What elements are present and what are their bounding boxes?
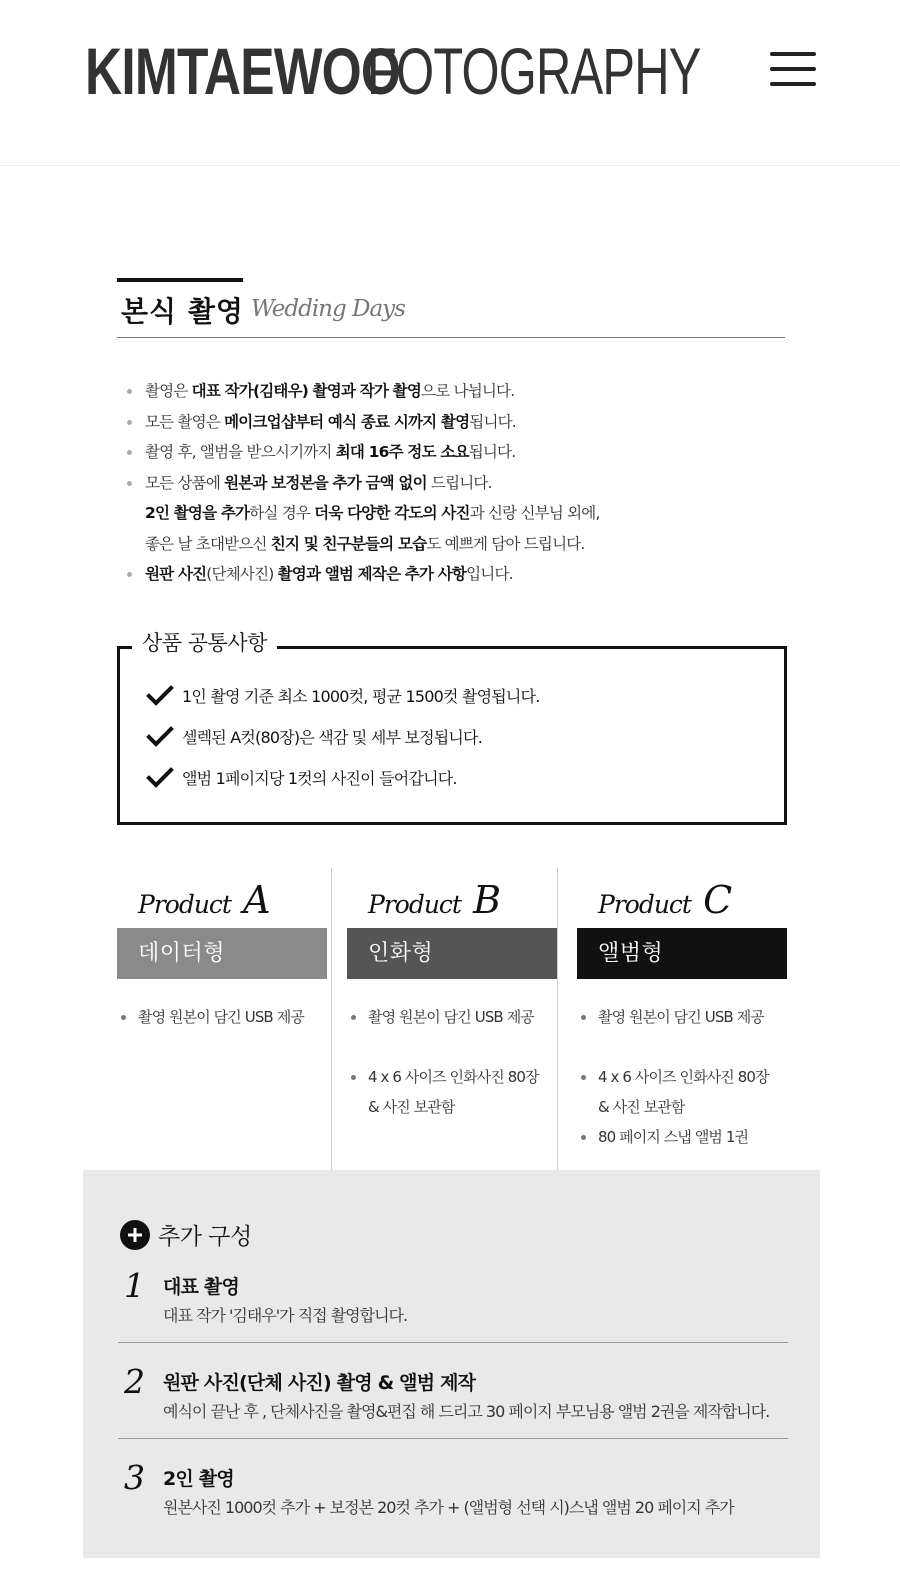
- common-terms-title: 상품 공통사항: [132, 627, 277, 657]
- note-emphasis: 원판 사진: [145, 565, 207, 583]
- product-feature: 80 페이지 스냅 앨범 1권: [577, 1122, 769, 1152]
- option-title: 원판 사진(단체 사진) 촬영 & 앨범 제작: [163, 1372, 476, 1394]
- note-emphasis: 대표 작가(김태우) 촬영과 작가 촬영: [191, 382, 422, 400]
- note-text: 하실 경우: [249, 504, 315, 522]
- product-letter: C: [690, 878, 733, 922]
- plus-circle-icon: [120, 1220, 150, 1250]
- product-type-band[interactable]: 데이터형: [117, 928, 327, 979]
- product-features: [347, 1002, 539, 1122]
- extra-options-panel: [83, 1170, 820, 1558]
- product-letter: B: [460, 878, 501, 922]
- note-text: 좋은 날 초대받으신: [145, 534, 271, 553]
- common-term-item: [146, 675, 540, 716]
- extra-options-title: 추가 구성: [158, 1224, 252, 1250]
- note-text: 모든 촬영은: [145, 412, 225, 431]
- option-description: 원본사진 1000컷 추가 + 보정본 20컷 추가 + (앨범형 선택 시)스냅 앨범 20 페이지 추가: [163, 1498, 734, 1517]
- product-features: [117, 1002, 304, 1032]
- product-label: [138, 878, 271, 922]
- product-type-band[interactable]: 인화형: [347, 928, 557, 979]
- note-text: 입니다.: [466, 565, 513, 583]
- option-divider: [118, 1438, 788, 1439]
- site-header: [0, 0, 900, 166]
- checkmark-icon: [146, 725, 174, 749]
- common-term-text: 1인 촬영 기준 최소 1000컷, 평균 1500컷 촬영됩니다.: [182, 687, 540, 706]
- section-title-english: Wedding Days: [251, 296, 405, 322]
- note-emphasis: 2인 촬영을 추가: [145, 504, 250, 522]
- note-emphasis: 친지 및 친구분들의 모습: [270, 534, 427, 553]
- product-label: [598, 878, 732, 922]
- product-feature: 4 x 6 사이즈 인화사진 80장: [347, 1062, 539, 1092]
- checkmark-icon: [146, 684, 174, 708]
- extra-options-heading: [120, 1218, 252, 1251]
- note-item: [124, 559, 784, 590]
- product-divider: [557, 868, 558, 1170]
- note-text: 도 예쁘게 담아 드립니다.: [426, 534, 585, 553]
- product-comparison: [117, 868, 787, 1170]
- note-text: 과 신랑 신부님 외에,: [469, 504, 600, 522]
- title-accent-bar: [117, 278, 243, 282]
- product-word: Product: [368, 890, 461, 919]
- logo-bold-text: KIMTAEWOO: [85, 34, 401, 108]
- option-title: 대표 촬영: [163, 1276, 240, 1298]
- product-card-c: [577, 868, 787, 1170]
- option-divider: [118, 1342, 788, 1343]
- product-features: [577, 1002, 769, 1152]
- note-text: 으로 나뉩니다.: [421, 382, 515, 400]
- product-label: [368, 878, 501, 922]
- option-number: 2: [124, 1362, 145, 1401]
- product-divider: [331, 868, 332, 1170]
- note-text: 모든 상품에: [145, 473, 225, 492]
- note-item: [124, 529, 784, 560]
- note-emphasis: 메이크업샵부터 예식 종료 시까지 촬영: [224, 412, 470, 431]
- note-text: 촬영은: [145, 382, 192, 400]
- option-description: 예식이 끝난 후 , 단체사진을 촬영&편집 해 드리고 30 페이지 부모님용 앨범 2권을 제작합니다.: [163, 1402, 770, 1421]
- hamburger-menu-icon[interactable]: [770, 52, 818, 90]
- product-feature: 4 x 6 사이즈 인화사진 80장: [577, 1062, 769, 1092]
- note-text: 됩니다.: [469, 412, 516, 431]
- note-text: 촬영 후, 앨범을 받으시기까지: [145, 443, 336, 461]
- product-letter: A: [230, 878, 271, 922]
- note-text: 됩니다.: [468, 443, 516, 461]
- option-number: 1: [124, 1266, 145, 1305]
- site-logo[interactable]: [85, 34, 701, 108]
- option-number: 3: [124, 1458, 145, 1497]
- option-description: 대표 작가 '김태우'가 직접 촬영합니다.: [163, 1306, 408, 1325]
- product-word: Product: [598, 890, 691, 919]
- note-text: 드립니다.: [426, 473, 492, 492]
- note-text: (단체사진): [206, 565, 278, 583]
- product-card-a: [117, 868, 327, 1170]
- common-terms-list: [146, 675, 540, 798]
- note-emphasis: 원본과 보정본을 추가 금액 없이: [224, 473, 427, 492]
- common-term-item: [146, 716, 540, 757]
- product-feature: & 사진 보관함: [598, 1098, 685, 1116]
- checkmark-icon: [146, 766, 174, 790]
- note-item: [124, 376, 784, 407]
- note-item: [124, 468, 784, 499]
- product-type-band[interactable]: 앨범형: [577, 928, 787, 979]
- product-card-b: [347, 868, 557, 1170]
- common-terms-box: [117, 631, 787, 825]
- product-feature: 촬영 원본이 담긴 USB 제공: [117, 1002, 304, 1032]
- product-word: Product: [138, 890, 231, 919]
- product-feature: & 사진 보관함: [368, 1098, 455, 1116]
- common-term-item: [146, 757, 540, 798]
- note-emphasis: 촬영과 앨범 제작은 추가 사항: [277, 565, 467, 583]
- notes-list: [124, 376, 784, 590]
- common-term-text: 셀렉된 A컷(80장)은 색감 및 세부 보정됩니다.: [182, 728, 483, 747]
- note-item: [124, 437, 784, 468]
- logo-light-text: FOTOGRAPHY: [367, 34, 701, 108]
- product-feature: 촬영 원본이 담긴 USB 제공: [577, 1002, 769, 1032]
- note-emphasis: 최대 16주 정도 소요: [335, 443, 469, 461]
- note-item: [124, 498, 784, 529]
- option-title: 2인 촬영: [163, 1468, 234, 1490]
- note-item: [124, 407, 784, 438]
- section-title-korean: 본식 촬영: [121, 295, 244, 328]
- note-emphasis: 더욱 다양한 각도의 사진: [314, 504, 470, 522]
- product-feature: 촬영 원본이 담긴 USB 제공: [347, 1002, 539, 1032]
- common-term-text: 앨범 1페이지당 1컷의 사진이 들어갑니다.: [182, 769, 457, 788]
- section-title: [117, 278, 785, 338]
